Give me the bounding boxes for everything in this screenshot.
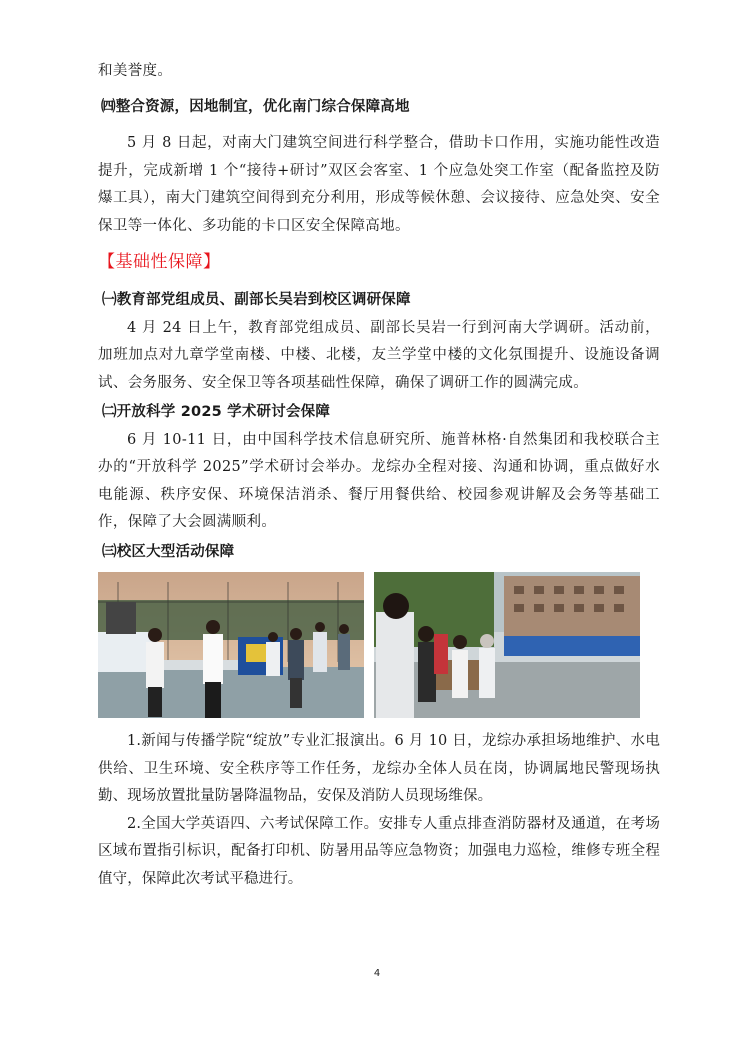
item3-list-item: 2.全国大学英语四、六考试保障工作。安排专人重点排查消防器材及通道，在考场区域布置指引标识，配备打印机、防暑用品等应急物资；加强电力巡检，维修专班全程值守，保障此次考试平稳进行。 [98,815,660,887]
event-photos [98,572,660,718]
section4-body: 5 月 8 日起，对南大门建筑空间进行科学整合，借助卡口作用，实施功能性改造提升，完成新增 1 个“接待+研讨”双区会客室、1 个应急处突工作室（配备监控及防爆工具），南大门建筑空间得到充分利用，形成等候休憩、会议接待、应急处突、安全保卫等一体化、多功能的卡口区安全保障高地。 [98,135,660,234]
item1-heading: ㈠教育部党组成员、副部长吴岩到校区调研保障 [102,292,411,308]
item3-list-item: 1.新闻与传播学院“绽放”专业汇报演出。6 月 10 日，龙综办承担场地维护、水电供给、卫生环境、安全秩序等工作任务，龙综办全体人员在岗，协调属地民警现场执勤、现场放置批量防暑降温物品，安保及消防人员现场维保。 [98,733,660,804]
document-page [98,0,660,893]
item2-heading: ㈡开放科学 2025 学术研讨会保障 [102,404,331,420]
item2-body: 6 月 10-11 日，由中国科学技术信息研究所、施普林格·自然集团和我校联合主办的“开放科学 2025”学术研讨会举办。龙综办全程对接、沟通和协调，重点做好水电能源、秩序安保、环境保洁消杀、餐厅用餐供给、校园参观讲解及会务等基础工作，保障了大会圆满顺利。 [98,431,660,530]
basic-section-title: 【基础性保障】 [98,252,221,272]
intro-fragment: 和美誉度。 [98,63,173,79]
photo-sports-field-event [98,572,364,718]
section4-heading: ㈣整合资源，因地制宜，优化南门综合保障高地 [101,98,410,115]
item3-heading: ㈢校区大型活动保障 [102,543,235,560]
photo-campus-gate-event [374,572,640,718]
page-number: 4 [373,968,381,979]
item1-body: 4 月 24 日上午，教育部党组成员、副部长吴岩一行到河南大学调研。活动前，加班加点对九章学堂南楼、中楼、北楼，友兰学堂中楼的文化氛围提升、设施设备调试、会务服务、安全保卫等各项基础性保障，确保了调研工作的圆满完成。 [98,319,660,391]
